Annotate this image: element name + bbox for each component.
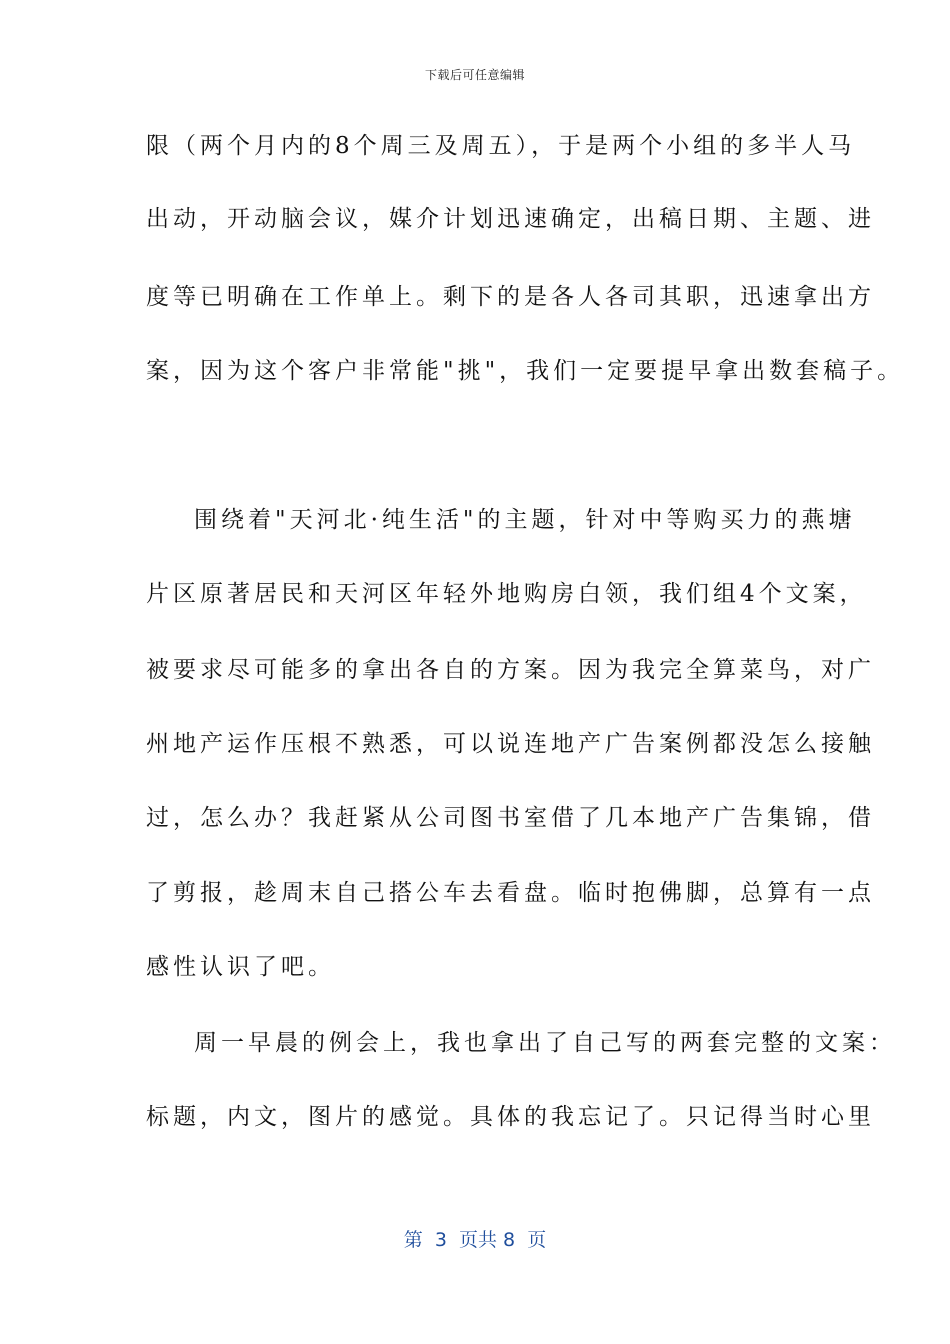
page-header: 下载后可任意编辑: [424, 68, 525, 82]
body-line-3: 度等已明确在工作单上。剩下的是各人各司其职，迅速拿出方: [146, 284, 875, 310]
body-line-13: 标题，内文，图片的感觉。具体的我忘记了。只记得当时心里: [146, 1104, 875, 1130]
body-line-4: 案，因为这个客户非常能"挑"，我们一定要提早拿出数套稿子。: [146, 358, 905, 384]
body-line-12: 周一早晨的例会上，我也拿出了自己写的两套完整的文案：: [194, 1030, 896, 1056]
body-line-1: 限（两个月内的8个周三及周五），于是两个小组的多半人马: [146, 133, 856, 159]
body-line-6: 片区原著居民和天河区年轻外地购房白领，我们组4个文案，: [146, 581, 867, 607]
body-line-2: 出动，开动脑会议，媒介计划迅速确定，出稿日期、主题、进: [146, 206, 875, 232]
body-line-10: 了剪报，趁周末自己搭公车去看盘。临时抱佛脚，总算有一点: [146, 880, 875, 906]
body-line-9: 过，怎么办？我赶紧从公司图书室借了几本地产广告集锦，借: [146, 805, 875, 831]
page-footer: 第 3 页共 8 页: [403, 1229, 547, 1251]
body-line-8: 州地产运作压根不熟悉，可以说连地产广告案例都没怎么接触: [146, 731, 875, 757]
body-line-7: 被要求尽可能多的拿出各自的方案。因为我完全算菜鸟，对广: [146, 657, 875, 683]
body-line-5: 围绕着"天河北·纯生活"的主题，针对中等购买力的燕塘: [194, 507, 856, 533]
body-line-11: 感性认识了吧。: [146, 954, 335, 980]
